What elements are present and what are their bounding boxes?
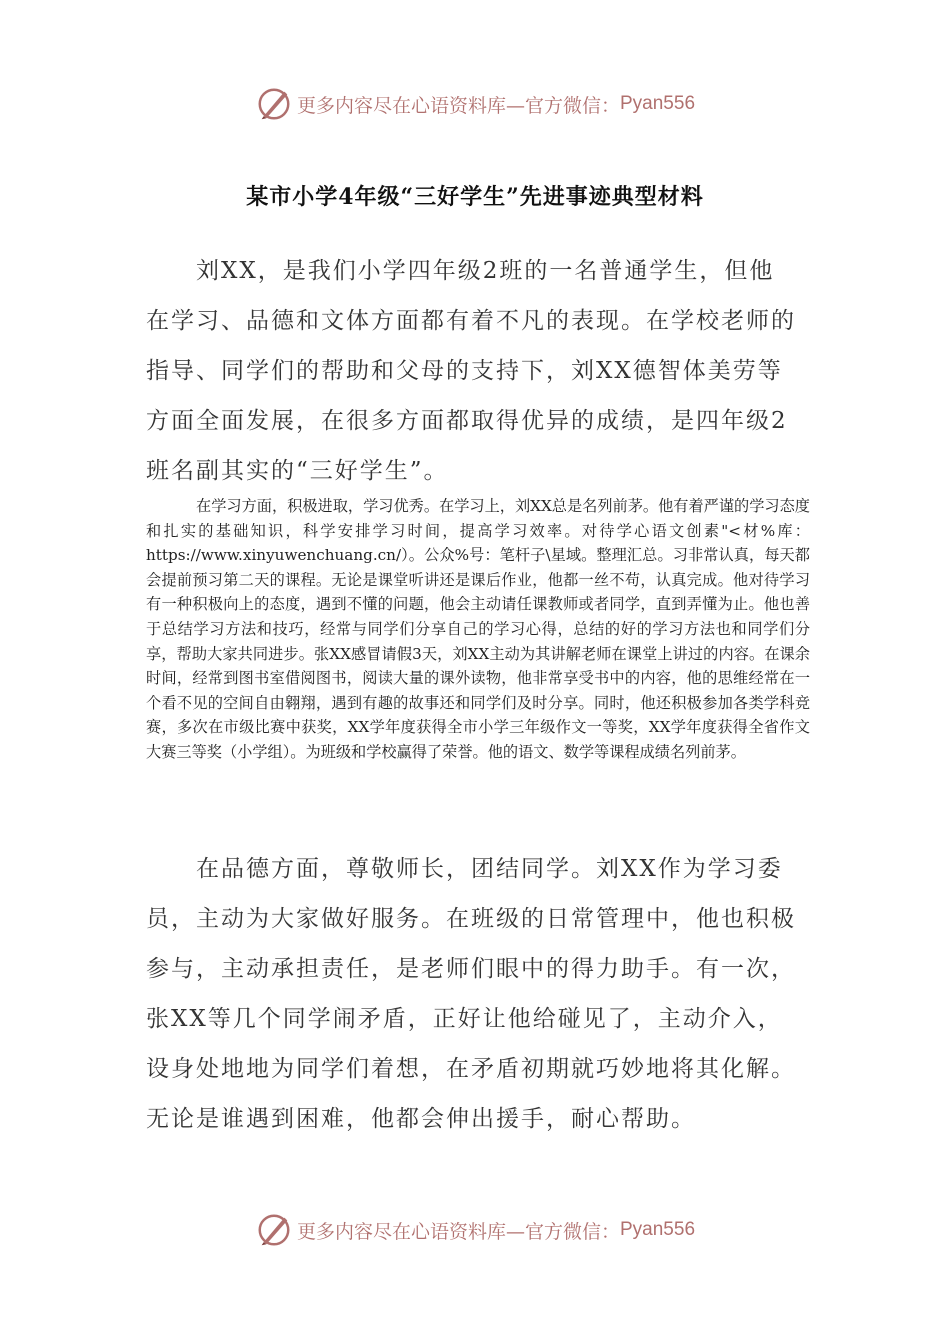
pen-logo-icon: [255, 1211, 293, 1249]
character-paragraph: 在品德方面，尊敬师长，团结同学。刘XX作为学习委员，主动为大家做好服务。在班级的日常管理中，他也积极参与，主动承担责任，是老师们眼中的得力助手。有一次，张XX等几个同学闹矛盾，正好让他给碰见了，主动介入，设身处地地为同学们着想，在矛盾初期就巧妙地将其化解。无论是谁遇到困难，他都会伸出援手，耐心帮助。: [146, 856, 796, 1132]
banner-text: 更多内容尽在心语资料库—官方微信：: [296, 1220, 620, 1243]
footer-banner: [0, 1210, 950, 1250]
wechat-id: Pyan556: [620, 1219, 696, 1240]
wechat-id: Pyan556: [620, 93, 696, 114]
study-paragraph: 在学习方面，积极进取，学习优秀。在学习上，刘XX总是名列前茅。他有着严谨的学习态度和扎实的基础知识，科学安排学习时间，提高学习效率。对待学心语文创素"<材%库：https://www.xinyuwenchuang.cn/）。公众%号：笔杆子\星域。整理汇总。习非常认真，每天都会提前预习第二天的课程。无论是课堂听讲还是课后作业，他都一丝不苟，认真完成。他对待学习有一种积极向上的态度，遇到不懂的问题，他会主动请任课教师或者同学，直到弄懂为止。他也善于总结学习方法和技巧，经常与同学们分享自己的学习心得，总结的好的学习方法也和同学们分享，帮助大家共同进步。张XX感冒请假3天，刘XX主动为其讲解老师在课堂上讲过的内容。在课余时间，经常到图书室借阅图书，阅读大量的课外读物，他非常享受书中的内容，他的思维经常在一个看不见的空间自由翱翔，遇到有趣的故事还和同学们及时分享。同时，他还积极参加各类学科竞赛，多次在市级比赛中获奖，XX学年度获得全市小学三年级作文一等奖，XX学年度获得全省作文大赛三等奖（小学组）。为班级和学校赢得了荣誉。他的语文、数学等课程成绩名列前茅。: [146, 497, 810, 761]
intro-paragraph: 刘XX，是我们小学四年级2班的一名普通学生，但他在学习、品德和文体方面都有着不凡的表现。在学校老师的指导、同学们的帮助和父母的支持下，刘XX德智体美劳等方面全面发展，在很多方面都取得优异的成绩，是四年级2班名副其实的“三好学生”。: [146, 258, 796, 484]
pen-logo-icon: [255, 85, 293, 123]
document-title: 某市小学4年级“三好学生”先进事迹典型材料: [246, 184, 704, 210]
header-banner: [0, 84, 950, 124]
banner-text: 更多内容尽在心语资料库—官方微信：: [296, 94, 620, 117]
